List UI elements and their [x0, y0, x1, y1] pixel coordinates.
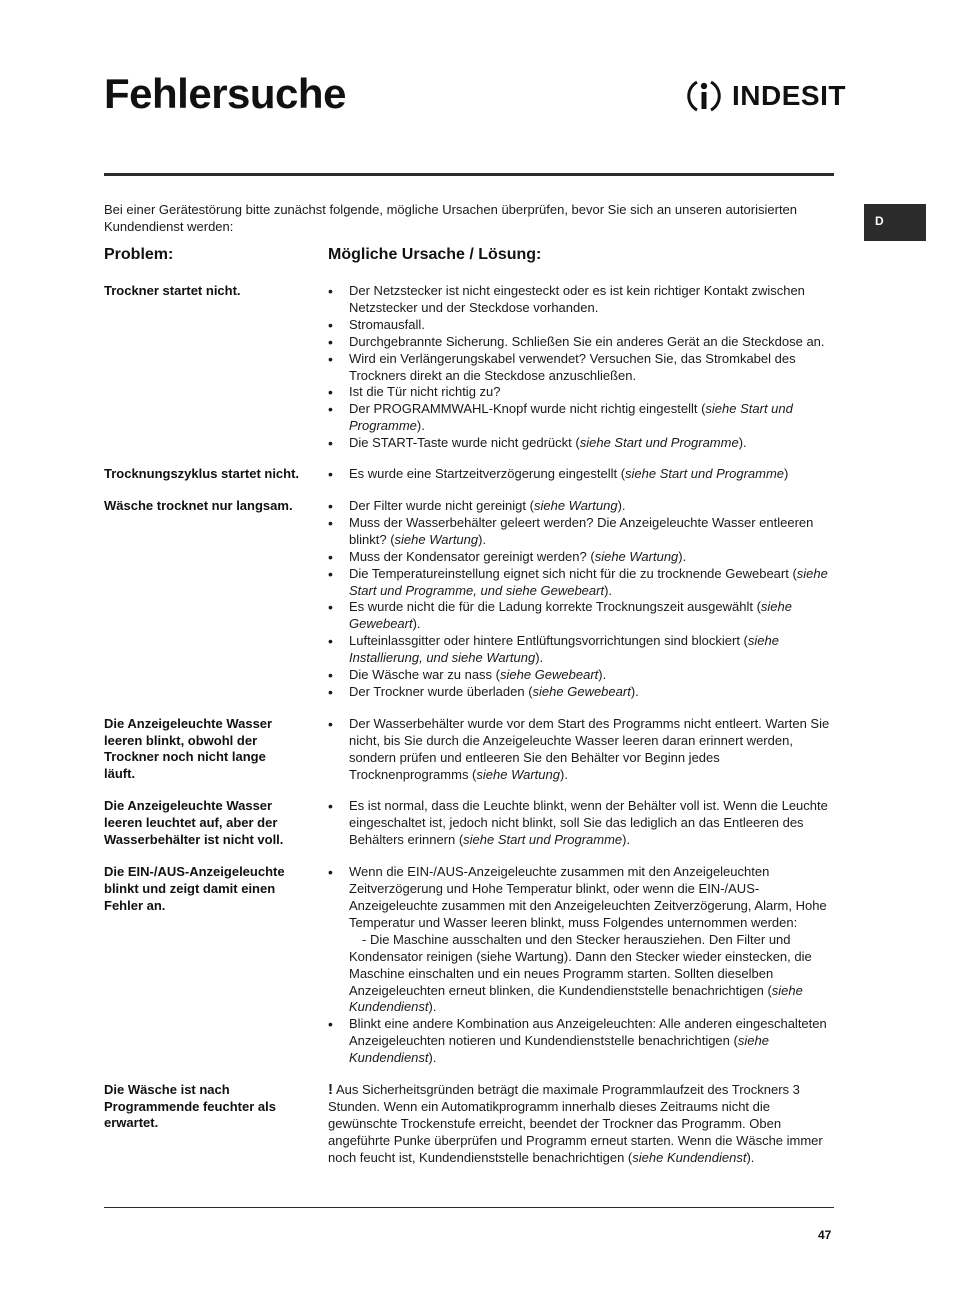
- list-item: • Stromausfall.: [328, 317, 834, 334]
- column-header-cause: Mögliche Ursache / Lösung:: [328, 246, 542, 263]
- troubleshooting-table: [104, 283, 834, 1167]
- problem-cell: Trockner startet nicht.: [104, 283, 241, 298]
- list-item: • Ist die Tür nicht richtig zu?: [328, 384, 834, 401]
- cause-cell: [328, 466, 834, 483]
- bottom-divider: [104, 1207, 834, 1208]
- list-item: • Der Wasserbehälter wurde vor dem Start des Programms nicht entleert. Warten Sie nicht, bis Sie durch die Anzeigeleuchte Wasser leeren daran erinnert werden, sondern prüfen und entleeren Sie den Behälter vor Beginn jedes Trocknenprogramms (siehe Wartung).: [328, 716, 834, 784]
- indesit-logo-icon: [684, 76, 724, 116]
- list-item: • Der PROGRAMMWAHL-Knopf wurde nicht richtig eingestellt (siehe Start und Programme).: [328, 401, 834, 435]
- problem-cell: Wäsche trocknet nur langsam.: [104, 497, 293, 513]
- list-item: • Lufteinlassgitter oder hintere Entlüftungsvorrichtungen sind blockiert (siehe Installierung, und siehe Wartung).: [328, 633, 834, 667]
- list-item: • Durchgebrannte Sicherung. Schließen Sie ein anderes Gerät an die Steckdose an.: [328, 334, 834, 351]
- list-item: • Die Wäsche war zu nass (siehe Gewebeart).: [328, 667, 834, 684]
- list-item: • Muss der Wasserbehälter geleert werden? Die Anzeigeleuchte Wasser entleeren blinkt? (siehe Wartung).: [328, 515, 834, 549]
- problem-cell: Die Anzeigeleuchte Wasser leeren leuchtet auf, aber der Wasserbehälter ist nicht voll.: [104, 798, 284, 847]
- list-item: • Wird ein Verlängerungskabel verwendet? Versuchen Sie, das Stromkabel des Trockners direkt an die Steckdose anzuschließen.: [328, 351, 834, 385]
- table-row: [104, 716, 834, 784]
- table-row: [104, 498, 834, 701]
- intro-text: Bei einer Gerätestörung bitte zunächst folgende, mögliche Ursachen überprüfen, bevor Sie sich an unseren autorisierten Kundendienst werden:: [104, 202, 798, 234]
- list-item: • Muss der Kondensator gereinigt werden? (siehe Wartung).: [328, 549, 834, 566]
- list-item: • Wenn die EIN-/AUS-Anzeigeleuchte zusammen mit den Anzeigeleuchten Zeitverzögerung und Hohe Temperatur blinkt, oder wenn die EIN-/AUS-Anzeigeleuchte zusammen mit den Anzeigeleuchten Zeitverzögerung, Alarm, Hohe Temperatur und Wasser leeren blinkt, muss Folgendes unternommen werden:: [328, 864, 834, 932]
- language-tab: D: [864, 204, 926, 241]
- list-item: • Der Netzstecker ist nicht eingesteckt oder es ist kein richtiger Kontakt zwischen Netzstecker und der Steckdose vorhanden.: [328, 283, 834, 317]
- warning-note: ! Aus Sicherheitsgründen beträgt die maximale Programmlaufzeit des Trockners 3 Stunden. Wenn ein Automatikprogramm innerhalb dieses Zeitraums nicht die gewünschte Trockenstufe erreicht, beendet der Trockner das Programm. Oben angeführte Punke überprüfen und Programm erneut starten. Wenn die Wäsche immer noch feucht ist, Kundendienststelle benachrichtigen (siehe Kundendienst).: [328, 1081, 823, 1165]
- cause-cell: [328, 864, 834, 1067]
- cause-cell: [328, 498, 834, 701]
- table-row: [104, 283, 834, 452]
- list-item: • Es ist normal, dass die Leuchte blinkt, wenn der Behälter voll ist. Wenn die Leuchte eingeschaltet ist, jedoch nicht blinkt, soll Sie das lediglich an das Entleeren des Behälters erinnern (siehe Start und Programme).: [328, 798, 834, 849]
- brand-name: INDESIT: [732, 80, 846, 111]
- warning-icon: !: [328, 1081, 333, 1099]
- top-divider: [104, 173, 834, 176]
- problem-cell: Die Anzeigeleuchte Wasser leeren blinkt, obwohl der Trockner noch nicht lange läuft.: [104, 715, 273, 781]
- list-item: • Der Trockner wurde überladen (siehe Gewebeart).: [328, 684, 834, 701]
- problem-cell: Die EIN-/AUS-Anzeigeleuchte blinkt und zeigt damit einen Fehler an.: [104, 864, 285, 913]
- cause-cell: [328, 716, 834, 784]
- list-item: • Es wurde eine Startzeitverzögerung eingestellt (siehe Start und Programme): [328, 466, 834, 483]
- list-item: • Blinkt eine andere Kombination aus Anzeigeleuchten: Alle anderen eingeschalteten Anzeigeleuchten notieren und Kundendienststelle benachrichtigen (siehe Kundendienst).: [328, 1016, 834, 1067]
- indesit-logo: [684, 74, 846, 118]
- list-item: • Die Temperatureinstellung eignet sich nicht für die zu trocknende Gewebeart (siehe Start und Programme, und siehe Gewebeart).: [328, 566, 834, 600]
- problem-cell: Trocknungszyklus startet nicht.: [104, 466, 300, 482]
- list-item: • Der Filter wurde nicht gereinigt (siehe Wartung).: [328, 498, 834, 515]
- table-row: [104, 466, 834, 483]
- problem-cell: Die Wäsche ist nach Programmende feuchter als erwartet.: [104, 1082, 276, 1131]
- table-row: [104, 798, 834, 849]
- column-header-problem: Problem:: [104, 246, 174, 263]
- sub-instruction: - Die Maschine ausschalten und den Stecker herausziehen. Den Filter und Kondensator reinigen (siehe Wartung). Dann den Stecker wieder einstecken, die Maschine einschalten und ein neues Programm starten. Sollten dieselben Anzeigeleuchten erneut blinken, die Kundendienststelle benachrichtigen (siehe Kundendienst).: [349, 931, 812, 1015]
- table-row: [104, 1082, 834, 1167]
- table-row: [104, 864, 834, 1067]
- list-item: • Die START-Taste wurde nicht gedrückt (siehe Start und Programme).: [328, 435, 834, 452]
- page-title: Fehlersuche: [104, 70, 346, 117]
- page-number: 47: [818, 1228, 832, 1242]
- cause-cell: [328, 283, 834, 452]
- list-item: • Es wurde nicht die für die Ladung korrekte Trocknungszeit ausgewählt (siehe Gewebeart).: [328, 599, 834, 633]
- cause-cell: [328, 798, 834, 849]
